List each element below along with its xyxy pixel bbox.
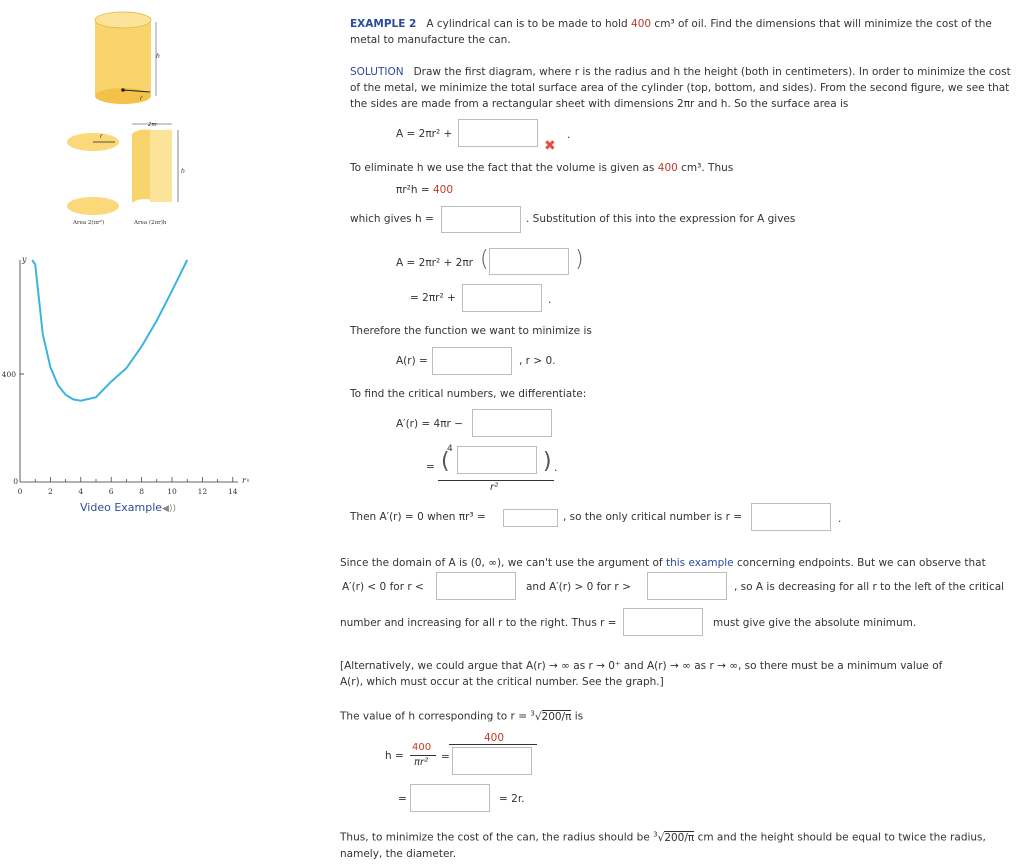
domain-line1-post: concerning endpoints. But we can observe that (737, 557, 986, 569)
domain-line1 (340, 557, 986, 569)
increasing-bound-input[interactable] (647, 572, 727, 600)
then-pre: Then A′(r) = 0 when πr³ = (350, 511, 486, 523)
subst-line2-lhs: = 2πr² + (410, 292, 456, 304)
solution-paragraph (350, 64, 1022, 112)
graph-x-tick-label: 0 (17, 487, 23, 496)
conclusion-pre: Thus, to minimize the cost of the can, the radius should be (340, 831, 650, 844)
which-gives-post: . Substitution of this into the expression for A gives (526, 213, 796, 225)
volume-eq-rhs: 400 (432, 184, 454, 196)
example-prompt (350, 16, 1010, 48)
cylinder-figures (60, 10, 260, 230)
domain-line3-a: number and increasing for all r to the right. Thus r = (340, 617, 617, 629)
graph-x-ticks (35, 477, 248, 482)
surface-area-graph (0, 250, 250, 500)
eliminate-text (350, 162, 733, 174)
h-top-bar (449, 744, 537, 745)
domain-line1-pre: Since the domain of A is (0, ∞), we can't use the argument of (340, 557, 663, 569)
area-curve-series (32, 260, 187, 401)
then-mid: , so the only critical number is r = (563, 511, 743, 523)
volume-equation (396, 184, 453, 196)
graph-x-tick-label: 4 (78, 487, 84, 496)
solution-label: SOLUTION (350, 66, 404, 78)
graph-x-tick-label: 8 (139, 487, 144, 496)
h-eq-sign: = (441, 751, 450, 763)
therefore-cond: , r > 0. (519, 355, 556, 367)
cylinder-diagram (95, 12, 160, 104)
solution-line1: Draw the first diagram, where r is the radius and h the height (both in centimeters). In order to minimize the cost (413, 66, 1011, 78)
conclusion-cube-root: $^3$√200/π (653, 830, 695, 844)
example-prompt-line2: metal to manufacture the can. (350, 34, 511, 46)
disk-diagram (67, 133, 119, 215)
eq-area-lhs: A = 2πr² + (396, 128, 453, 140)
solution-line2: of the metal, we minimize the total surface area of the cylinder (top, bottom, and sides). From the second figure, we see that (350, 82, 1010, 94)
h-eq-lhs: h = (385, 750, 404, 762)
conclusion-paragraph (340, 826, 986, 862)
domain-line3-b: must give give the absolute minimum. (713, 617, 917, 629)
h-frac-num: 400 (412, 742, 432, 753)
fraction-bar (438, 480, 554, 481)
subst-lhs: A = 2πr² + 2πr (396, 257, 473, 269)
graph-y-tick-400: 400 (1, 370, 16, 379)
derivative-lhs: A′(r) = 4πr − (396, 418, 464, 430)
h-value-input[interactable] (452, 747, 532, 775)
critical-number-input[interactable] (751, 503, 831, 531)
eliminate-pre: To eliminate h we use the fact that the volume is given as (350, 162, 655, 174)
sheet-h-label: h (181, 168, 185, 175)
decreasing-bound-input[interactable] (436, 572, 516, 600)
example-prompt-text: A cylindrical can is to be made to hold (426, 18, 628, 30)
graph-x-tick-label: 12 (197, 487, 208, 496)
graph-x-tick-label: 14 (228, 487, 238, 496)
pi-r-cubed-input[interactable] (503, 509, 558, 527)
subst-result-input[interactable] (462, 284, 542, 312)
example-label: EXAMPLE 2 (350, 18, 417, 30)
alternative-paragraph (340, 658, 942, 690)
graph-y-tick-0: 0 (13, 477, 18, 486)
derivative-numerator-input[interactable] (457, 446, 537, 474)
graph-x-axis-label: r (242, 476, 246, 485)
h-top-value: 400 (484, 732, 505, 744)
therefore-text: Therefore the function we want to minimize is (350, 325, 592, 337)
subst-line2-period: . (548, 294, 552, 306)
value-h-line (340, 709, 583, 723)
which-gives-pre: which gives h = (350, 213, 434, 225)
num-left-paren: ( (441, 449, 450, 474)
eliminate-post: cm³. Thus (681, 162, 734, 174)
right-paren: ) (575, 247, 584, 272)
graph-y-axis-label: y (22, 255, 27, 264)
conclusion-radicand: 200/π (664, 831, 695, 844)
eliminate-value: 400 (657, 162, 678, 174)
surface-area-input[interactable] (458, 119, 538, 147)
example-prompt-text2: cm³ of oil. Find the dimensions that will minimize the cost of the (654, 18, 992, 30)
solution-line3: the sides are made from a rectangular sheet with dimensions 2πr and h. So the surface area is (350, 98, 849, 110)
area-label-sheet: Area (2πr)h (134, 220, 167, 226)
graph-x-tick-label: 10 (167, 487, 177, 496)
domain-line2-b: and A′(r) > 0 for r > (526, 581, 631, 593)
then-period: . (838, 513, 842, 525)
conclusion-line2: namely, the diameter. (340, 847, 457, 860)
critical-text: To find the critical numbers, we differentiate: (350, 388, 587, 400)
cube-root-expression: $^3$√200/π (530, 709, 572, 723)
eq-area-period: . (567, 129, 571, 141)
h-simplified-input[interactable] (410, 784, 490, 812)
num-right-paren: ) (543, 449, 552, 474)
minimum-r-input[interactable] (623, 608, 703, 636)
derivative-num-prefix: 4 (447, 444, 453, 454)
this-example-link[interactable]: this example (665, 557, 734, 569)
video-example-link[interactable] (80, 501, 176, 514)
graph-x-tick-label: 6 (108, 487, 114, 496)
h-frac-den: πr² (414, 757, 429, 768)
function-input[interactable] (432, 347, 512, 375)
value-h-post: is (574, 710, 584, 723)
conclusion-post: cm and the height should be equal to twice the radius, (697, 831, 986, 844)
derivative-eq: = (426, 461, 435, 473)
alternative-line1: [Alternatively, we could argue that A(r) → ∞ as r → 0⁺ and A(r) → ∞ as r → ∞, so there must be a minimum value of (340, 660, 943, 672)
subst-paren-input[interactable] (489, 248, 569, 275)
alternative-line2: A(r), which must occur at the critical number. See the graph.] (340, 676, 664, 688)
graph-x-tick-labels (18, 487, 238, 496)
area-label-disks: Area 2(πr²) (73, 220, 105, 226)
cyl-r-label: r (140, 95, 143, 102)
domain-line2-c: , so A is decreasing for all r to the left of the critical (734, 581, 1005, 593)
left-paren: ( (480, 247, 489, 272)
sheet-top-label: 2πr (148, 122, 158, 128)
sheet-diagram (132, 122, 185, 203)
derivative-period: . (554, 462, 558, 474)
disk-r-label: r (100, 133, 103, 140)
incorrect-x-icon: ✖ (544, 138, 556, 154)
graph-x-tick-label: 2 (48, 487, 53, 496)
h-line2-rhs: = 2r. (499, 793, 525, 805)
example-volume: 400 (631, 18, 652, 30)
h-frac-bar (410, 755, 436, 756)
derivative-term-input[interactable] (472, 409, 552, 437)
speaker-icon: ◀)) (162, 504, 176, 514)
domain-line2-a: A′(r) < 0 for r < (342, 581, 424, 593)
cyl-h-label: h (156, 53, 160, 60)
volume-eq-lhs: πr²h = (396, 184, 430, 196)
therefore-lhs: A(r) = (396, 355, 428, 367)
video-example-label: Video Example (80, 501, 163, 514)
derivative-denominator: r² (490, 482, 499, 493)
h-line2-eq: = (398, 793, 407, 805)
value-h-pre: The value of h corresponding to r = (340, 710, 527, 723)
value-h-radicand: 200/π (541, 710, 572, 723)
h-expression-input[interactable] (441, 206, 521, 233)
